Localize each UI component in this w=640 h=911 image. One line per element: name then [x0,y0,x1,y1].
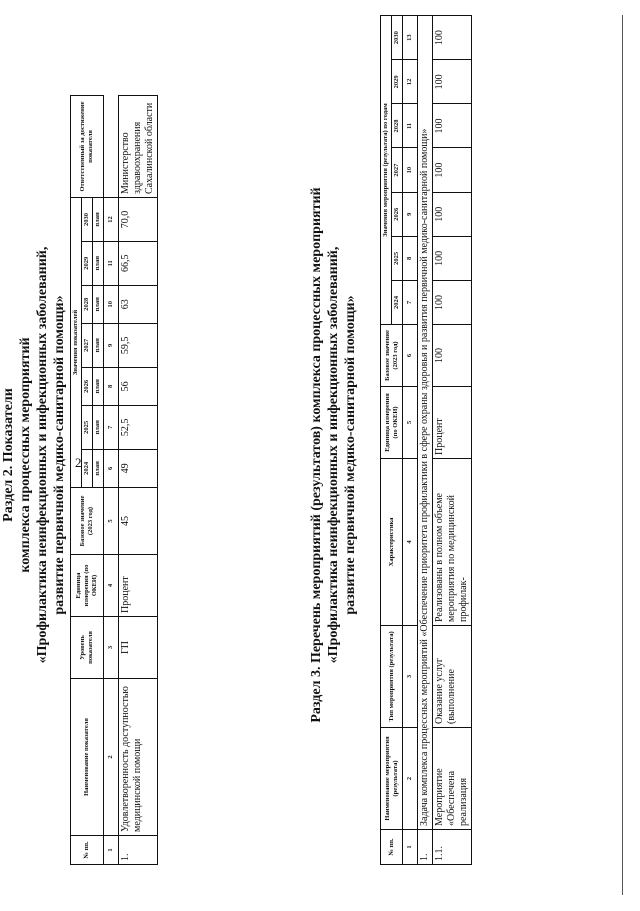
col-number: 8 [104,367,119,405]
year-header: 2029 [392,60,403,104]
row-desc: Реализованы в полном объеме мероприятия по медицинской профилак- [433,459,472,626]
row-name: Мероприятие «Обеспечена реализация [433,728,472,830]
col-number: 6 [104,449,119,487]
col-base-header: Базовое значение (2023 год) [71,488,104,555]
col-number: 9 [403,192,418,236]
task-num: 1. [418,830,433,865]
task-row [418,16,433,865]
section3-title-line: развитие первичной медико-санитарной помощи» [343,295,358,615]
col-number: 13 [403,16,418,60]
row-value: 66,5 [119,241,158,285]
row-responsible: Министерство здравоохранения Сахалинской области [119,96,158,198]
year-header: 2030 [82,198,93,242]
row-value: 56 [119,367,158,405]
col-number: 7 [403,280,418,324]
plan-header: план [93,449,104,487]
col-number: 3 [104,617,119,679]
year-header: 2026 [82,367,93,405]
year-header: 2025 [82,405,93,449]
section2-title-line: развитие первичной медико-санитарной помощи» [52,295,67,615]
row-base: 100 [433,325,472,387]
year-header: 2030 [392,16,403,60]
section2-title-line: «Профилактика неинфекционных и инфекционных заболеваний, [35,246,50,664]
col-name-header: Наименование показателя [71,679,104,836]
row-value: 52,5 [119,405,158,449]
year-header: 2024 [392,280,403,324]
year-header: 2029 [82,241,93,285]
col-desc-header: Характеристика [381,459,403,626]
col-number: 12 [403,60,418,104]
col-number: 9 [104,323,119,367]
row-value: 100 [433,192,472,236]
page-number: 2 [75,455,82,470]
year-header: 2025 [392,236,403,280]
col-number: 10 [104,285,119,323]
col-number: 10 [403,148,418,192]
col-number: 7 [104,405,119,449]
plan-header: план [93,285,104,323]
measures-table [380,15,472,865]
row-value: 100 [433,236,472,280]
table-row [119,96,158,865]
col-base-header: Базовое значение (2023 год) [381,325,403,387]
indicators-table [70,95,158,865]
row-value: 63 [119,285,158,323]
section2-title-line: Раздел 2. Показатели [1,388,16,522]
col-unit-header: Единица измерения (по ОКЕИ) [71,555,104,617]
col-values-header: Значения показателей [71,198,82,488]
year-header: 2024 [82,449,93,487]
task-text: Задача комплекса процессных мероприятий «Обеспечение приоритета профилактики в сфере охраны здоровья и развития первичной медико-санитарной помощи» [418,16,433,830]
row-value: 70,0 [119,198,158,242]
col-number: 1 [403,830,418,865]
year-header: 2028 [392,104,403,148]
section2-title-line: комплекса процессных мероприятий [18,337,33,573]
plan-header: план [93,405,104,449]
year-header: 2028 [82,285,93,323]
col-name-header: Наименование мероприятия (результата) [381,728,403,830]
table-row [433,16,472,865]
col-number: 3 [403,626,418,728]
row-value: 100 [433,148,472,192]
col-number: 1 [104,836,119,865]
row-unit: Процент [433,387,472,459]
col-number: 6 [403,325,418,387]
col-responsible-header: Ответственный за достижение показателя [71,96,104,198]
col-values-header: Значения мероприятия (результата) по годам [381,16,392,325]
plan-header: план [93,323,104,367]
col-number: 11 [104,241,119,285]
row-value: 49 [119,449,158,487]
col-number: 12 [104,198,119,242]
year-header: 2027 [392,148,403,192]
plan-header: план [93,198,104,242]
section2-heading [0,15,68,895]
page-edge-line [622,15,623,895]
row-type: Оказание услуг (выполнение [433,626,472,728]
row-value: 100 [433,16,472,60]
section3-title-line: «Профилактика неинфекционных и инфекционных заболеваний, [326,246,341,664]
row-value: 100 [433,104,472,148]
row-base: 45 [119,488,158,555]
col-number: 2 [104,679,119,836]
plan-header: план [93,241,104,285]
row-level: ГП [119,617,158,679]
col-number: 5 [403,387,418,459]
plan-header: план [93,367,104,405]
row-value: 59,5 [119,323,158,367]
col-number: 2 [403,728,418,830]
col-number: 4 [403,459,418,626]
row-value: 100 [433,280,472,324]
year-header: 2026 [392,192,403,236]
col-num-header: № пп. [381,830,403,865]
col-num-header: № пп. [71,836,104,865]
col-level-header: Уровень показателя [71,617,104,679]
col-number: 11 [403,104,418,148]
year-header: 2027 [82,323,93,367]
col-number: 5 [104,488,119,555]
row-num: 1.1. [433,830,472,865]
col-number: 8 [403,236,418,280]
row-num: 1. [119,836,158,865]
row-name: Удовлетворенность доступностью медицинской помощи [119,679,158,836]
section3-title-line: Раздел 3. Перечень мероприятий (результатов) комплекса процессных мероприятий [309,187,324,723]
section3-heading [308,15,359,895]
col-unit-header: Единица измерения (по ОКЕИ) [381,387,403,459]
row-value: 100 [433,60,472,104]
row-unit: Процент [119,555,158,617]
rotated-page-content [1,15,630,895]
col-type-header: Тип мероприятия (результата) [381,626,403,728]
col-number: 4 [104,555,119,617]
